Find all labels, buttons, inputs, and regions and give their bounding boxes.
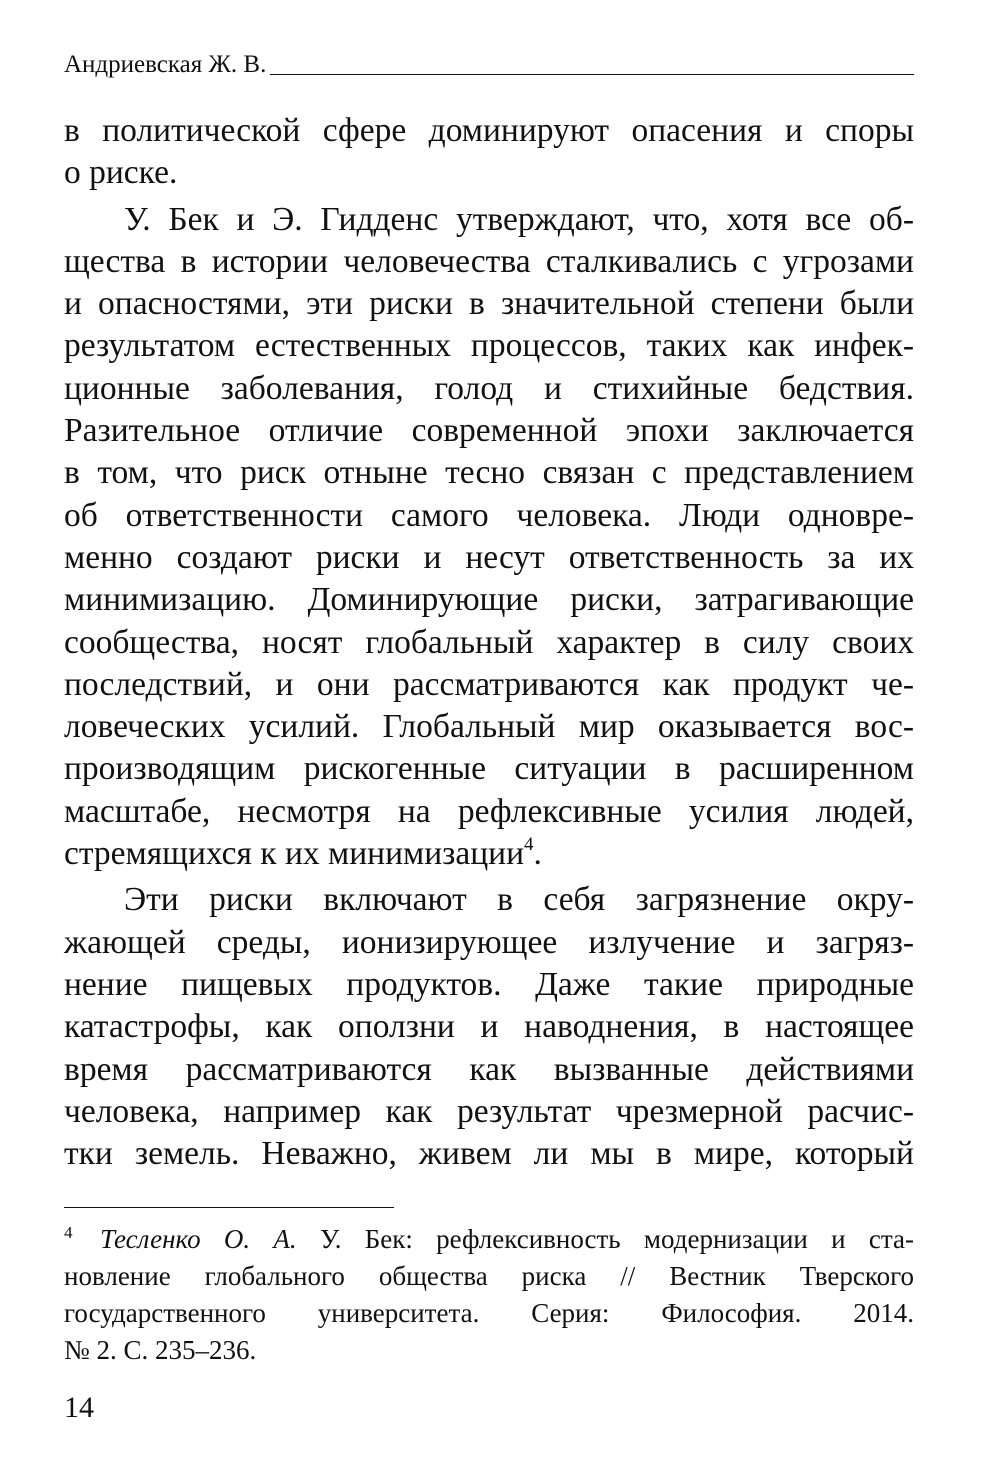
text-line: об ответственности самого человека. Люди одновре-	[64, 496, 914, 534]
page-number: 14	[64, 1391, 94, 1424]
text-line: У. Бек и Э. Гидденс утверждают, что, хотя все об-	[124, 200, 914, 238]
body-text	[64, 110, 914, 1175]
footnote-reference: 4	[524, 834, 534, 856]
text-line: щества в истории человечества сталкивались с угрозами	[64, 242, 914, 280]
text-line: тки земель. Неважно, живем ли мы в мире, который	[64, 1135, 914, 1173]
text-fragment: стремящихся к их минимизации	[64, 835, 525, 873]
footnote-text	[64, 1221, 914, 1369]
text-line: менно создают риски и несут ответственность за их	[64, 538, 914, 576]
text-line: результатом естественных процессов, таких как инфек-	[64, 327, 914, 365]
text-line: Эти риски включают в себя загрязнение окру-	[124, 881, 914, 919]
text-line: катастрофы, как оползни и наводнения, в настоящее	[64, 1008, 914, 1046]
running-head-rule	[270, 74, 914, 75]
footnote-line	[100, 1221, 914, 1258]
text-line: сообщества, носят глобальный характер в силу своих	[64, 623, 914, 661]
footnote	[64, 1221, 914, 1369]
text-fragment: .	[533, 835, 542, 873]
text-line: масштабе, несмотря на рефлексивные усилия людей,	[64, 792, 914, 830]
running-head	[64, 50, 914, 80]
text-line: ционные заболевания, голод и стихийные бедствия.	[64, 369, 914, 407]
footnote-separator	[64, 1207, 394, 1208]
footnote-author: Тесленко О. А.	[100, 1224, 297, 1254]
paragraph-1	[64, 110, 914, 195]
text-line: нение пищевых продуктов. Даже такие природные	[64, 965, 914, 1003]
footnote-number: 4	[64, 1223, 73, 1242]
text-line: Разительное отличие современной эпохи заключается	[64, 412, 914, 450]
text-line: и опасностями, эти риски в значительной степени были	[64, 285, 914, 323]
text-line: ловеческих усилий. Глобальный мир оказывается вос-	[64, 708, 914, 746]
running-head-author: Андриевская Ж. В.	[64, 51, 267, 78]
text-line: время рассматриваются как вызванные действиями	[64, 1050, 914, 1088]
text-line: человека, например как результат чрезмерной расчис-	[64, 1092, 914, 1130]
paragraph-2	[64, 199, 914, 876]
text-line: минимизацию. Доминирующие риски, затрагивающие	[64, 581, 914, 619]
text-line	[64, 833, 914, 875]
text-line: в политической сфере доминируют опасения и споры	[64, 112, 914, 149]
paragraph-3	[64, 879, 914, 1175]
text-line: о риске.	[64, 154, 178, 192]
text-line: последствий, и они рассматриваются как продукт че-	[64, 665, 914, 703]
footnote-line: государственного университета. Серия: Философия. 2014.	[64, 1298, 914, 1328]
text-line: жающей среды, ионизирующее излучение и загряз-	[64, 923, 914, 961]
footnote-line: № 2. С. 235–236.	[64, 1335, 257, 1365]
text-line: производящим рискогенные ситуации в расширенном	[64, 750, 914, 788]
text-fragment: У. Бек: рефлексивность модернизации и ста-	[296, 1224, 914, 1254]
footnote-line: новление глобального общества риска // Вестник Тверского	[64, 1261, 914, 1291]
text-line: в том, что риск отныне тесно связан с представлением	[64, 454, 914, 492]
